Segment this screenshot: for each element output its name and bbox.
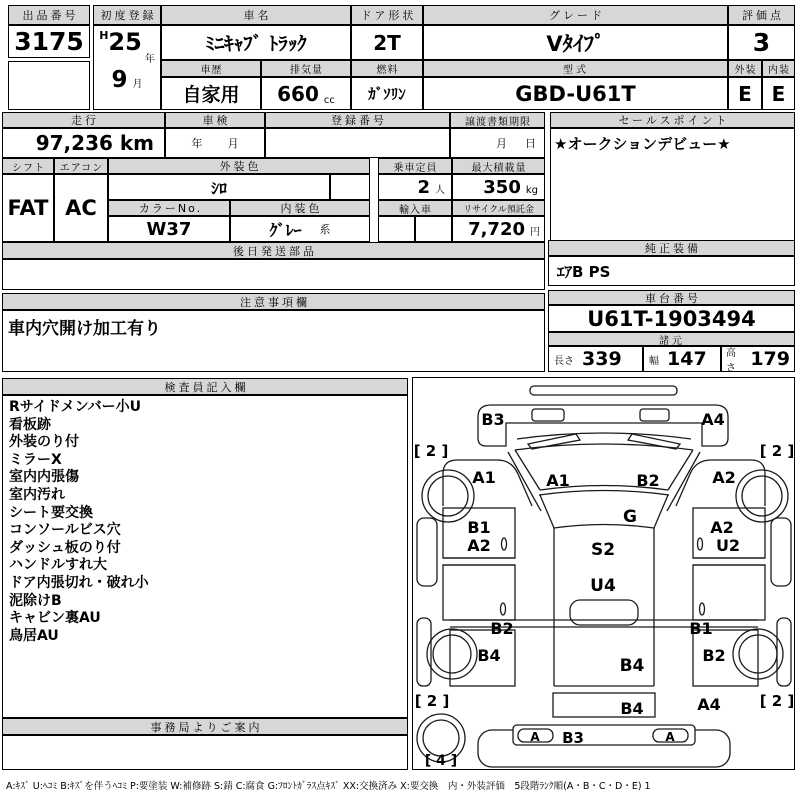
fuel-value: ｶﾞｿﾘﾝ [351, 77, 423, 110]
inspector-item: Rサイドメンバー小U [9, 399, 142, 415]
payload-unit: kg [525, 185, 538, 196]
front-wheel-left-inner [428, 476, 468, 516]
era-code: H [99, 29, 109, 42]
year-unit: 年 [144, 54, 155, 65]
color-no-value: W37 [108, 216, 230, 242]
aircon-header: エアコン [54, 158, 108, 174]
transfer-deadline-header: 譲渡書類期限 [450, 112, 545, 128]
interior-color-name: ｸﾞﾚｰ [269, 220, 302, 240]
exterior-grade-value: E [728, 77, 762, 110]
lot-extra-box [8, 61, 90, 110]
length-value: 339 [582, 348, 622, 370]
month-unit: 月 [132, 79, 143, 90]
displacement-value [261, 77, 351, 110]
rear-wheel-left [427, 629, 477, 679]
inspection-value [165, 128, 265, 158]
diagram-label-tailgate-b4: B4 [620, 699, 644, 718]
grade-value: Vﾀｲﾌﾟ [423, 25, 728, 60]
inspector-notes-body [2, 395, 408, 718]
chassis-number-header: 車台番号 [548, 290, 795, 305]
diagram-label-side-left-b4: B4 [477, 646, 501, 665]
interior-grade-value: E [762, 77, 795, 110]
damage-code-legend: A:ｷｽﾞ U:ﾍｺﾐ B:ｷｽﾞを伴うﾍｺﾐ P:要塗装 W:補修跡 S:錆 C:腐食 G:ﾌﾛﾝﾄｶﾞﾗｽ点ｷｽﾞ XX:交換済み X:要交換 内・外装評価 5段階ﾗﾝｸ順(A・B・C・D・E) 1 [6, 781, 651, 792]
model-code-header: 型式 [423, 60, 728, 77]
capacity-number: 2 [417, 176, 430, 198]
diagram-label-roof-s2: S2 [590, 540, 616, 560]
exterior-color-value: ｼﾛ [108, 174, 330, 200]
rear-wheel-left-inner [433, 635, 471, 673]
diagram-label-rear-right-bracket: [ 2 ] [759, 692, 793, 710]
car-name-value: ﾐﾆｷｬﾌﾞ ﾄﾗｯｸ [161, 25, 351, 60]
interior-color-value [230, 216, 370, 242]
first-registration-header: 初度登録 [93, 5, 161, 25]
dimension-length-cell [548, 346, 643, 372]
rear-strip-right [777, 618, 791, 686]
cowl-arc [517, 433, 691, 439]
first-reg-month: 9 [111, 67, 128, 93]
diagram-label-spare-bracket: [ 4 ] [424, 753, 458, 768]
rear-window-shape [570, 600, 638, 625]
diagram-label-bumper-b3: B3 [562, 729, 584, 747]
inspector-item: ドア内張切れ・破れ小 [9, 574, 149, 591]
height-label: 高さ [726, 348, 736, 372]
transfer-deadline-value [450, 128, 545, 158]
import-car-header: 輸入車 [378, 200, 452, 216]
payload-header: 最大積載量 [452, 158, 545, 174]
recycle-number: 7,720 [468, 218, 525, 240]
inspector-item: 室内汚れ [9, 486, 65, 503]
diagram-label-bedwall-left-b2: B2 [490, 619, 514, 638]
windshield-base-arc [539, 491, 669, 496]
recycle-deposit-header: リサイクル預託金 [452, 200, 545, 216]
width-label: 幅 [649, 355, 659, 367]
diagram-label-fender-a2: A2 [712, 468, 736, 487]
exterior-color-extra-cell [330, 174, 370, 200]
displacement-number: 660 [277, 81, 319, 106]
diagram-label-door-left-b1: B1 [467, 518, 491, 537]
inspector-item: 室内内張傷 [9, 469, 79, 486]
registration-number-value [265, 128, 450, 158]
dimensions-header: 諸元 [548, 332, 795, 346]
damage-marker-oval [501, 603, 506, 615]
score-header: 評価点 [728, 5, 795, 25]
genuine-equipment-header: 純正装備 [548, 240, 795, 256]
payload-value [452, 174, 545, 200]
capacity-value [378, 174, 452, 200]
genuine-equipment-value: ｴｱB PS [548, 256, 795, 286]
mileage-value: 97,236 km [2, 128, 165, 158]
dimension-width-cell [643, 346, 721, 372]
first-registration-value [93, 25, 161, 110]
diagram-label-door-right-u2: U2 [715, 536, 741, 555]
transfer-day-label: 日 [525, 137, 536, 150]
lot-number-value: 3175 [8, 25, 90, 58]
diagram-label-roof-u4: U4 [590, 576, 616, 596]
transfer-month-label: 月 [496, 137, 507, 150]
exterior-grade-header: 外装 [728, 60, 762, 77]
diagram-label-fender-a1: A1 [472, 468, 496, 487]
headlight-left-shape [532, 409, 564, 421]
sales-point-value: ★オークションデビュー★ [550, 128, 795, 242]
height-value: 179 [750, 348, 790, 370]
diagram-label-bed-b4: B4 [619, 656, 645, 676]
inspector-item: ハンドルすれ大 [9, 557, 107, 574]
notes-header: 注意事項欄 [2, 293, 545, 310]
spare-tire-inner [423, 720, 459, 756]
diagram-label-glass-g: G [623, 507, 637, 527]
later-parts-header: 後日発送部品 [2, 242, 545, 259]
diagram-label-front-left-bracket: [ 2 ] [413, 442, 449, 460]
capacity-unit: 人 [435, 185, 445, 196]
first-reg-year: 25 [108, 28, 142, 56]
diagram-label-bedwall-right-b1: B1 [689, 619, 713, 638]
shift-header: シフト [2, 158, 54, 174]
damage-diagram-panel [412, 377, 795, 770]
roof-side-left [540, 495, 554, 528]
office-notice-header: 事務局よりご案内 [2, 718, 408, 735]
recycle-unit: 円 [530, 227, 540, 238]
hood-shape [478, 405, 728, 446]
fuel-header: 燃料 [351, 60, 423, 77]
truck-damage-diagram [413, 378, 793, 768]
history-header: 車歴 [161, 60, 261, 77]
door-shape-value: 2T [351, 25, 423, 60]
inspector-notes-header: 検査員記入欄 [2, 378, 408, 395]
front-wheel-left [422, 470, 474, 522]
diagram-label-hood-b3: B3 [481, 410, 505, 429]
chassis-number-value: U61T-1903494 [548, 305, 795, 332]
inspector-item: 外装のり付 [9, 434, 79, 451]
inspector-item: シート要交換 [9, 504, 93, 521]
headlight-right-shape [640, 409, 669, 421]
diagram-label-hood-a4: A4 [701, 410, 725, 429]
sales-point-header: セールスポイント [550, 112, 795, 128]
diagram-label-windshield-a1: A1 [546, 471, 570, 490]
aircon-value: AC [54, 174, 108, 242]
interior-color-header: 内装色 [230, 200, 370, 216]
inspector-item: キャビン裏AU [9, 610, 101, 627]
score-value: 3 [728, 25, 795, 60]
length-label: 長さ [554, 355, 574, 367]
a-pillar-left [508, 452, 541, 511]
diagram-label-side-right-b2: B2 [702, 646, 726, 665]
inspector-item: ミラーX [9, 451, 62, 468]
later-parts-value [2, 259, 545, 290]
inspector-item: 看板跡 [9, 416, 51, 433]
history-value: 自家用 [161, 77, 261, 110]
color-no-header: カラーNo. [108, 200, 230, 216]
inspection-header: 車検 [165, 112, 265, 128]
inspector-item: ダッシュ板のり付 [9, 539, 121, 556]
dimension-height-cell [721, 346, 795, 372]
displacement-unit: cc [323, 95, 335, 106]
inspection-month-label: 月 [227, 137, 239, 150]
rear-strip-left [417, 618, 431, 686]
shift-value: FAT [2, 174, 54, 242]
inspection-year-label: 年 [191, 137, 203, 150]
running-board-left [417, 518, 437, 586]
capacity-header: 乗車定員 [378, 158, 452, 174]
registration-number-header: 登録番号 [265, 112, 450, 128]
diagram-label-windshield-b2: B2 [636, 471, 660, 490]
diagram-label-door-left-a2: A2 [467, 536, 491, 555]
diagram-label-bumper-a-right: A [665, 730, 675, 744]
damage-marker-oval [700, 603, 705, 615]
car-name-header: 車名 [161, 5, 351, 25]
front-wheel-right [736, 470, 788, 522]
inspector-item: コンソールビス穴 [9, 522, 121, 539]
diagram-label-bumper-a-left: A [530, 730, 540, 744]
recycle-deposit-value [452, 216, 545, 242]
displacement-header: 排気量 [261, 60, 351, 77]
roof-side-right [654, 495, 668, 528]
mid-panel-left [443, 565, 515, 620]
lot-number-header: 出品番号 [8, 5, 90, 25]
roof-front-arc [554, 525, 654, 529]
mileage-header: 走行 [2, 112, 165, 128]
running-board-right [771, 518, 791, 586]
payload-number: 350 [483, 176, 521, 198]
interior-color-suffix: 系 [319, 223, 331, 236]
width-value: 147 [667, 348, 707, 370]
notes-value: 車内穴開け加工有り [2, 310, 545, 372]
side-rail-left [443, 558, 515, 565]
diagram-label-front-right-bracket: [ 2 ] [759, 442, 793, 460]
door-shape-header: ドア形状 [351, 5, 423, 25]
exterior-color-header: 外装色 [108, 158, 370, 174]
inspector-item: 泥除けB [9, 592, 62, 609]
import-car-cell-2 [415, 216, 452, 242]
side-rail-right [693, 558, 765, 565]
damage-marker-oval [502, 538, 507, 550]
import-car-cell-1 [378, 216, 415, 242]
office-notice-body [2, 735, 408, 770]
grade-header: グレード [423, 5, 728, 25]
diagram-label-rear-left-bracket: [ 2 ] [414, 692, 450, 710]
a-pillar-right [667, 452, 700, 511]
front-wheel-right-inner [742, 476, 782, 516]
inspector-item: 鳥居AU [9, 627, 59, 644]
interior-grade-header: 内装 [762, 60, 795, 77]
model-code-value: GBD-U61T [423, 77, 728, 110]
diagram-label-rear-right-a4: A4 [697, 695, 721, 714]
diagram-label-door-right-a2: A2 [710, 518, 734, 537]
front-bumper-shape [530, 386, 677, 395]
damage-marker-oval [698, 538, 703, 550]
